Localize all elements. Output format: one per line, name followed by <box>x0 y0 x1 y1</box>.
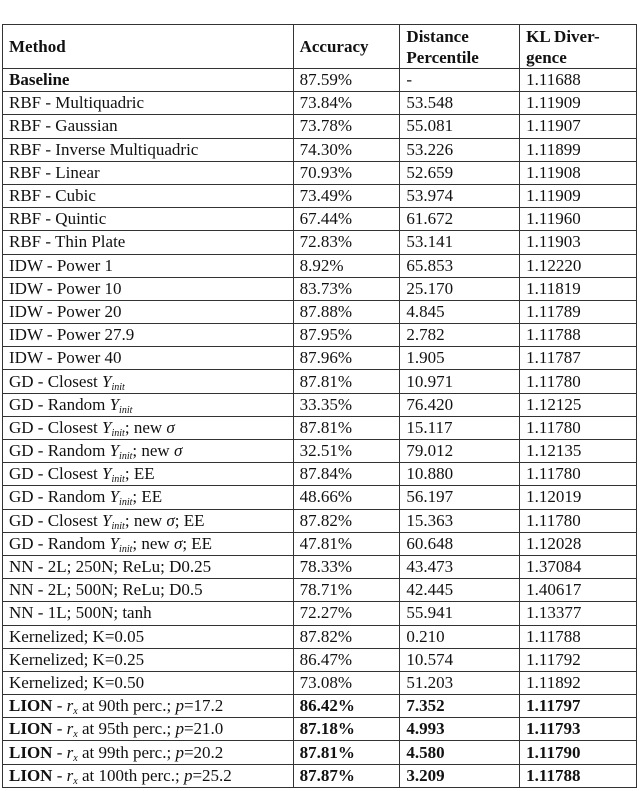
header-kl-line2: gence <box>526 47 567 67</box>
method-cell <box>3 184 294 207</box>
method-text: IDW - Power 10 <box>9 278 122 298</box>
accuracy-cell: 87.59% <box>293 69 400 92</box>
distance-percentile-cell: 56.197 <box>400 486 520 509</box>
accuracy-cell: 87.82% <box>293 509 400 532</box>
accuracy-cell: 87.87% <box>293 764 400 787</box>
distance-percentile-cell: 55.941 <box>400 602 520 625</box>
table-row <box>3 718 637 741</box>
accuracy-cell: 73.08% <box>293 671 400 694</box>
kl-divergence-cell: 1.40617 <box>520 579 637 602</box>
header-distance-line2: Percentile <box>406 47 479 67</box>
method-text: Y <box>109 487 120 507</box>
method-cell <box>3 115 294 138</box>
method-text: Kernelized; K=0.25 <box>9 649 145 669</box>
method-text: ; EE <box>174 510 205 530</box>
method-text: init <box>111 381 125 393</box>
accuracy-cell: 87.96% <box>293 347 400 370</box>
method-text: - <box>52 696 67 716</box>
method-text: init <box>119 404 133 416</box>
method-text: - <box>52 742 67 762</box>
method-cell <box>3 509 294 532</box>
kl-divergence-cell: 1.11788 <box>520 764 637 787</box>
method-cell <box>3 324 294 347</box>
method-cell <box>3 69 294 92</box>
kl-divergence-cell: 1.11899 <box>520 138 637 161</box>
method-cell <box>3 463 294 486</box>
header-method: Method <box>3 25 294 69</box>
header-row <box>3 25 637 69</box>
kl-divergence-cell: 1.11793 <box>520 718 637 741</box>
accuracy-cell: 87.82% <box>293 625 400 648</box>
method-cell <box>3 231 294 254</box>
table-body <box>3 69 637 788</box>
distance-percentile-cell: 10.574 <box>400 648 520 671</box>
method-text: at 99th perc.; <box>77 742 176 762</box>
accuracy-cell: 86.47% <box>293 648 400 671</box>
table-row <box>3 69 637 92</box>
method-cell <box>3 92 294 115</box>
accuracy-cell: 78.33% <box>293 555 400 578</box>
kl-divergence-cell: 1.11908 <box>520 161 637 184</box>
accuracy-cell: 87.81% <box>293 741 400 764</box>
method-text: NN - 2L; 250N; ReLu; D0.25 <box>9 557 212 577</box>
distance-percentile-cell: 15.117 <box>400 416 520 439</box>
method-cell <box>3 440 294 463</box>
accuracy-cell: 87.81% <box>293 416 400 439</box>
distance-percentile-cell: 65.853 <box>400 254 520 277</box>
accuracy-cell: 72.27% <box>293 602 400 625</box>
distance-percentile-cell: 79.012 <box>400 440 520 463</box>
accuracy-cell: 78.71% <box>293 579 400 602</box>
kl-divergence-cell: 1.12028 <box>520 532 637 555</box>
method-text: Y <box>102 464 112 484</box>
kl-divergence-cell: 1.11780 <box>520 463 637 486</box>
kl-divergence-cell: 1.11909 <box>520 184 637 207</box>
method-text: ; new <box>132 441 174 461</box>
kl-divergence-cell: 1.11780 <box>520 509 637 532</box>
method-text: at 95th perc.; <box>77 719 176 739</box>
method-text: p <box>175 742 184 762</box>
method-cell <box>3 254 294 277</box>
distance-percentile-cell: 55.081 <box>400 115 520 138</box>
method-text: =21.0 <box>183 719 224 739</box>
method-text: - <box>52 719 67 739</box>
method-text: p <box>175 696 184 716</box>
distance-percentile-cell: - <box>400 69 520 92</box>
distance-percentile-cell: 4.845 <box>400 300 520 323</box>
method-text: =17.2 <box>183 696 224 716</box>
method-text: at 100th perc.; <box>77 765 184 785</box>
method-text: LION <box>9 719 53 739</box>
method-text: Y <box>102 417 112 437</box>
distance-percentile-cell: 3.209 <box>400 764 520 787</box>
distance-percentile-cell: 43.473 <box>400 555 520 578</box>
method-cell <box>3 625 294 648</box>
table-row <box>3 671 637 694</box>
method-cell <box>3 718 294 741</box>
table-row <box>3 92 637 115</box>
method-text: x <box>73 752 78 764</box>
method-text: LION <box>9 742 53 762</box>
method-text: x <box>73 775 78 787</box>
method-text: - <box>52 765 67 785</box>
header-distance-line1: Distance <box>406 26 469 46</box>
method-cell <box>3 486 294 509</box>
method-text: ; new <box>124 417 167 437</box>
method-text: NN - 1L; 500N; tanh <box>9 603 152 623</box>
accuracy-cell: 73.78% <box>293 115 400 138</box>
distance-percentile-cell: 0.210 <box>400 625 520 648</box>
method-text: GD - Random <box>9 487 110 507</box>
method-text: r <box>66 765 74 785</box>
accuracy-cell: 87.95% <box>293 324 400 347</box>
method-text: RBF - Thin Plate <box>9 232 126 252</box>
method-cell <box>3 300 294 323</box>
accuracy-cell: 33.35% <box>293 393 400 416</box>
distance-percentile-cell: 7.352 <box>400 695 520 718</box>
method-text: RBF - Inverse Multiquadric <box>9 139 199 159</box>
method-text: Y <box>109 441 120 461</box>
header-distance-percentile <box>400 25 520 69</box>
distance-percentile-cell: 1.905 <box>400 347 520 370</box>
table-row <box>3 324 637 347</box>
header-kl-divergence <box>520 25 637 69</box>
distance-percentile-cell: 15.363 <box>400 509 520 532</box>
kl-divergence-cell: 1.11909 <box>520 92 637 115</box>
method-text: IDW - Power 20 <box>9 301 122 321</box>
distance-percentile-cell: 25.170 <box>400 277 520 300</box>
accuracy-cell: 86.42% <box>293 695 400 718</box>
kl-divergence-cell: 1.11788 <box>520 625 637 648</box>
table-row <box>3 648 637 671</box>
distance-percentile-cell: 53.141 <box>400 231 520 254</box>
table-row <box>3 579 637 602</box>
table-row <box>3 416 637 439</box>
method-text: NN - 2L; 500N; ReLu; D0.5 <box>9 580 203 600</box>
table-row <box>3 254 637 277</box>
accuracy-cell: 87.84% <box>293 463 400 486</box>
kl-divergence-cell: 1.11688 <box>520 69 637 92</box>
method-text: GD - Random <box>9 533 110 553</box>
table-row <box>3 370 637 393</box>
method-cell <box>3 555 294 578</box>
method-text: σ <box>173 441 183 461</box>
method-text: =20.2 <box>183 742 224 762</box>
kl-divergence-cell: 1.11780 <box>520 416 637 439</box>
method-text: GD - Random <box>9 441 110 461</box>
table-row <box>3 300 637 323</box>
table-row <box>3 161 637 184</box>
kl-divergence-cell: 1.11780 <box>520 370 637 393</box>
method-text: init <box>111 520 125 532</box>
table-row <box>3 532 637 555</box>
method-text: GD - Random <box>9 394 110 414</box>
accuracy-cell: 73.84% <box>293 92 400 115</box>
table-row <box>3 231 637 254</box>
accuracy-cell: 70.93% <box>293 161 400 184</box>
method-cell <box>3 393 294 416</box>
table-row <box>3 440 637 463</box>
kl-divergence-cell: 1.11789 <box>520 300 637 323</box>
method-cell <box>3 695 294 718</box>
table-row <box>3 741 637 764</box>
distance-percentile-cell: 4.580 <box>400 741 520 764</box>
method-text: ; EE <box>124 464 155 484</box>
method-text: RBF - Multiquadric <box>9 93 145 113</box>
kl-divergence-cell: 1.11819 <box>520 277 637 300</box>
table-row <box>3 486 637 509</box>
method-cell <box>3 602 294 625</box>
method-text: Y <box>102 510 112 530</box>
method-text: σ <box>166 510 175 530</box>
method-text: RBF - Cubic <box>9 186 96 206</box>
accuracy-cell: 72.83% <box>293 231 400 254</box>
method-text: init <box>119 497 133 509</box>
method-cell <box>3 741 294 764</box>
kl-divergence-cell: 1.12125 <box>520 393 637 416</box>
kl-divergence-cell: 1.11792 <box>520 648 637 671</box>
method-text: r <box>66 742 74 762</box>
table-row <box>3 509 637 532</box>
accuracy-cell: 87.81% <box>293 370 400 393</box>
distance-percentile-cell: 42.445 <box>400 579 520 602</box>
distance-percentile-cell: 4.993 <box>400 718 520 741</box>
table-row <box>3 602 637 625</box>
kl-divergence-cell: 1.12019 <box>520 486 637 509</box>
method-text: =25.2 <box>192 765 232 785</box>
table-row <box>3 277 637 300</box>
method-text: IDW - Power 1 <box>9 255 114 275</box>
table-row <box>3 208 637 231</box>
accuracy-cell: 32.51% <box>293 440 400 463</box>
method-text: x <box>73 729 78 741</box>
accuracy-cell: 67.44% <box>293 208 400 231</box>
distance-percentile-cell: 2.782 <box>400 324 520 347</box>
method-text: ; new <box>132 533 174 553</box>
method-text: p <box>175 719 184 739</box>
accuracy-cell: 47.81% <box>293 532 400 555</box>
kl-divergence-cell: 1.11790 <box>520 741 637 764</box>
method-text: init <box>111 474 125 486</box>
table-row <box>3 764 637 787</box>
kl-divergence-cell: 1.11788 <box>520 324 637 347</box>
distance-percentile-cell: 53.974 <box>400 184 520 207</box>
kl-divergence-cell: 1.11892 <box>520 671 637 694</box>
method-text: Y <box>109 533 120 553</box>
distance-percentile-cell: 10.971 <box>400 370 520 393</box>
method-text: init <box>119 543 133 555</box>
distance-percentile-cell: 60.648 <box>400 532 520 555</box>
table-row <box>3 695 637 718</box>
accuracy-cell: 73.49% <box>293 184 400 207</box>
method-text: ; EE <box>132 487 163 507</box>
table-row <box>3 347 637 370</box>
table-row <box>3 115 637 138</box>
header-accuracy: Accuracy <box>293 25 400 69</box>
kl-divergence-cell: 1.12220 <box>520 254 637 277</box>
table-row <box>3 463 637 486</box>
method-text: GD - Closest <box>9 371 103 391</box>
kl-divergence-cell: 1.11960 <box>520 208 637 231</box>
method-cell <box>3 648 294 671</box>
method-cell <box>3 161 294 184</box>
method-text: σ <box>166 417 175 437</box>
distance-percentile-cell: 51.203 <box>400 671 520 694</box>
results-table <box>2 24 637 788</box>
distance-percentile-cell: 61.672 <box>400 208 520 231</box>
method-text: LION <box>9 696 53 716</box>
accuracy-cell: 87.88% <box>293 300 400 323</box>
method-text: x <box>73 706 78 718</box>
method-text: init <box>111 427 125 439</box>
method-text: IDW - Power 27.9 <box>9 325 135 345</box>
method-cell <box>3 579 294 602</box>
method-text: p <box>183 765 193 785</box>
method-text: Kernelized; K=0.05 <box>9 626 145 646</box>
accuracy-cell: 83.73% <box>293 277 400 300</box>
table-row <box>3 625 637 648</box>
accuracy-cell: 74.30% <box>293 138 400 161</box>
header-kl-line1: KL Diver- <box>526 26 600 46</box>
method-text: σ <box>173 533 183 553</box>
method-cell <box>3 347 294 370</box>
method-text: RBF - Quintic <box>9 209 107 229</box>
accuracy-cell: 48.66% <box>293 486 400 509</box>
method-cell <box>3 138 294 161</box>
kl-divergence-cell: 1.12135 <box>520 440 637 463</box>
method-cell <box>3 370 294 393</box>
accuracy-cell: 8.92% <box>293 254 400 277</box>
method-cell <box>3 277 294 300</box>
method-text: LION <box>9 765 53 785</box>
method-text: Kernelized; K=0.50 <box>9 672 145 692</box>
method-text: r <box>66 719 74 739</box>
distance-percentile-cell: 53.226 <box>400 138 520 161</box>
method-text: init <box>119 451 133 463</box>
method-text: Y <box>109 394 120 414</box>
distance-percentile-cell: 52.659 <box>400 161 520 184</box>
accuracy-cell: 87.18% <box>293 718 400 741</box>
method-text: Baseline <box>9 70 70 90</box>
method-cell <box>3 416 294 439</box>
method-cell <box>3 532 294 555</box>
method-text: ; EE <box>182 533 213 553</box>
method-cell <box>3 671 294 694</box>
method-cell <box>3 764 294 787</box>
method-text: IDW - Power 40 <box>9 348 122 368</box>
distance-percentile-cell: 76.420 <box>400 393 520 416</box>
kl-divergence-cell: 1.11797 <box>520 695 637 718</box>
table-row <box>3 138 637 161</box>
method-text: GD - Closest <box>9 464 103 484</box>
method-text: at 90th perc.; <box>77 696 176 716</box>
table-row <box>3 393 637 416</box>
method-text: Y <box>102 371 112 391</box>
kl-divergence-cell: 1.13377 <box>520 602 637 625</box>
distance-percentile-cell: 53.548 <box>400 92 520 115</box>
method-text: GD - Closest <box>9 417 103 437</box>
kl-divergence-cell: 1.11787 <box>520 347 637 370</box>
method-text: ; new <box>124 510 167 530</box>
kl-divergence-cell: 1.37084 <box>520 555 637 578</box>
method-text: RBF - Gaussian <box>9 116 118 136</box>
table-row <box>3 184 637 207</box>
kl-divergence-cell: 1.11903 <box>520 231 637 254</box>
table-row <box>3 555 637 578</box>
distance-percentile-cell: 10.880 <box>400 463 520 486</box>
kl-divergence-cell: 1.11907 <box>520 115 637 138</box>
method-text: GD - Closest <box>9 510 103 530</box>
method-cell <box>3 208 294 231</box>
method-text: RBF - Linear <box>9 162 100 182</box>
method-text: r <box>66 696 74 716</box>
